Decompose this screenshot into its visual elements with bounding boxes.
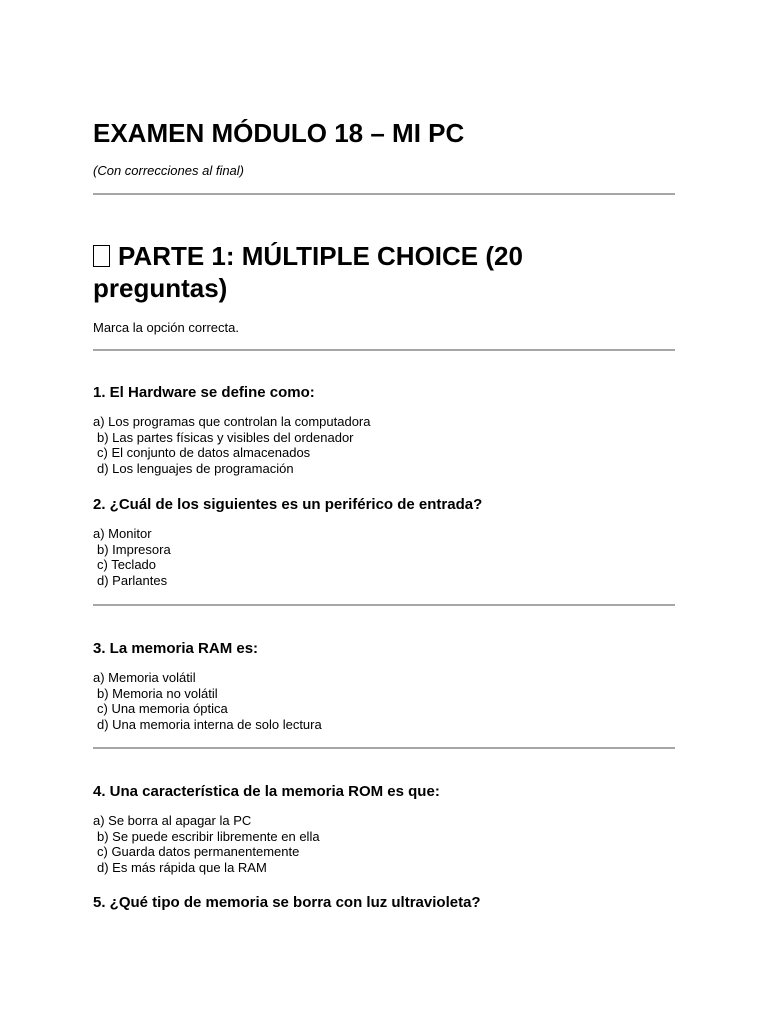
option-b: b) Se puede escribir libremente en ella xyxy=(97,828,320,844)
divider xyxy=(93,604,675,606)
document-title: EXAMEN MÓDULO 18 – MI PC xyxy=(93,118,465,148)
question-title: 3. La memoria RAM es: xyxy=(93,640,259,657)
option-d: d) Los lenguajes de programación xyxy=(97,460,294,476)
option-list xyxy=(93,414,675,476)
part-1-title xyxy=(93,240,653,304)
question-5 xyxy=(93,893,675,912)
option-c: c) Una memoria óptica xyxy=(97,701,228,716)
part-1-title-text: PARTE 1: MÚLTIPLE CHOICE (20 preguntas) xyxy=(93,241,523,303)
divider xyxy=(93,193,675,195)
missing-glyph-box-icon xyxy=(93,245,110,267)
question-1 xyxy=(93,383,675,476)
question-title: 4. Una característica de la memoria ROM es que: xyxy=(93,783,440,800)
question-2 xyxy=(93,495,675,588)
divider xyxy=(93,349,675,351)
option-c: c) Teclado xyxy=(97,557,157,572)
option-a: a) Los programas que controlan la computadora xyxy=(93,414,371,429)
option-a: a) Se borra al apagar la PC xyxy=(93,813,252,828)
option-list xyxy=(93,670,675,732)
option-d: d) Una memoria interna de solo lectura xyxy=(97,716,322,732)
question-4 xyxy=(93,782,675,875)
question-title: 5. ¿Qué tipo de memoria se borra con luz ultravioleta? xyxy=(93,894,481,911)
part-1-instruction: Marca la opción correcta. xyxy=(93,320,239,335)
option-a: a) Memoria volátil xyxy=(93,670,196,685)
question-title: 2. ¿Cuál de los siguientes es un periférico de entrada? xyxy=(93,496,483,513)
question-3 xyxy=(93,639,675,732)
option-b: b) Memoria no volátil xyxy=(97,685,218,701)
option-list xyxy=(93,813,675,875)
option-c: c) El conjunto de datos almacenados xyxy=(97,445,311,460)
option-list xyxy=(93,526,675,588)
option-d: d) Parlantes xyxy=(97,572,168,588)
option-b: b) Impresora xyxy=(97,541,171,557)
document-subtitle: (Con correcciones al final) xyxy=(93,163,245,178)
option-a: a) Monitor xyxy=(93,526,152,541)
option-c: c) Guarda datos permanentemente xyxy=(97,844,300,859)
divider xyxy=(93,747,675,749)
option-d: d) Es más rápida que la RAM xyxy=(97,859,267,875)
option-b: b) Las partes físicas y visibles del ordenador xyxy=(97,429,354,445)
question-title: 1. El Hardware se define como: xyxy=(93,384,315,401)
